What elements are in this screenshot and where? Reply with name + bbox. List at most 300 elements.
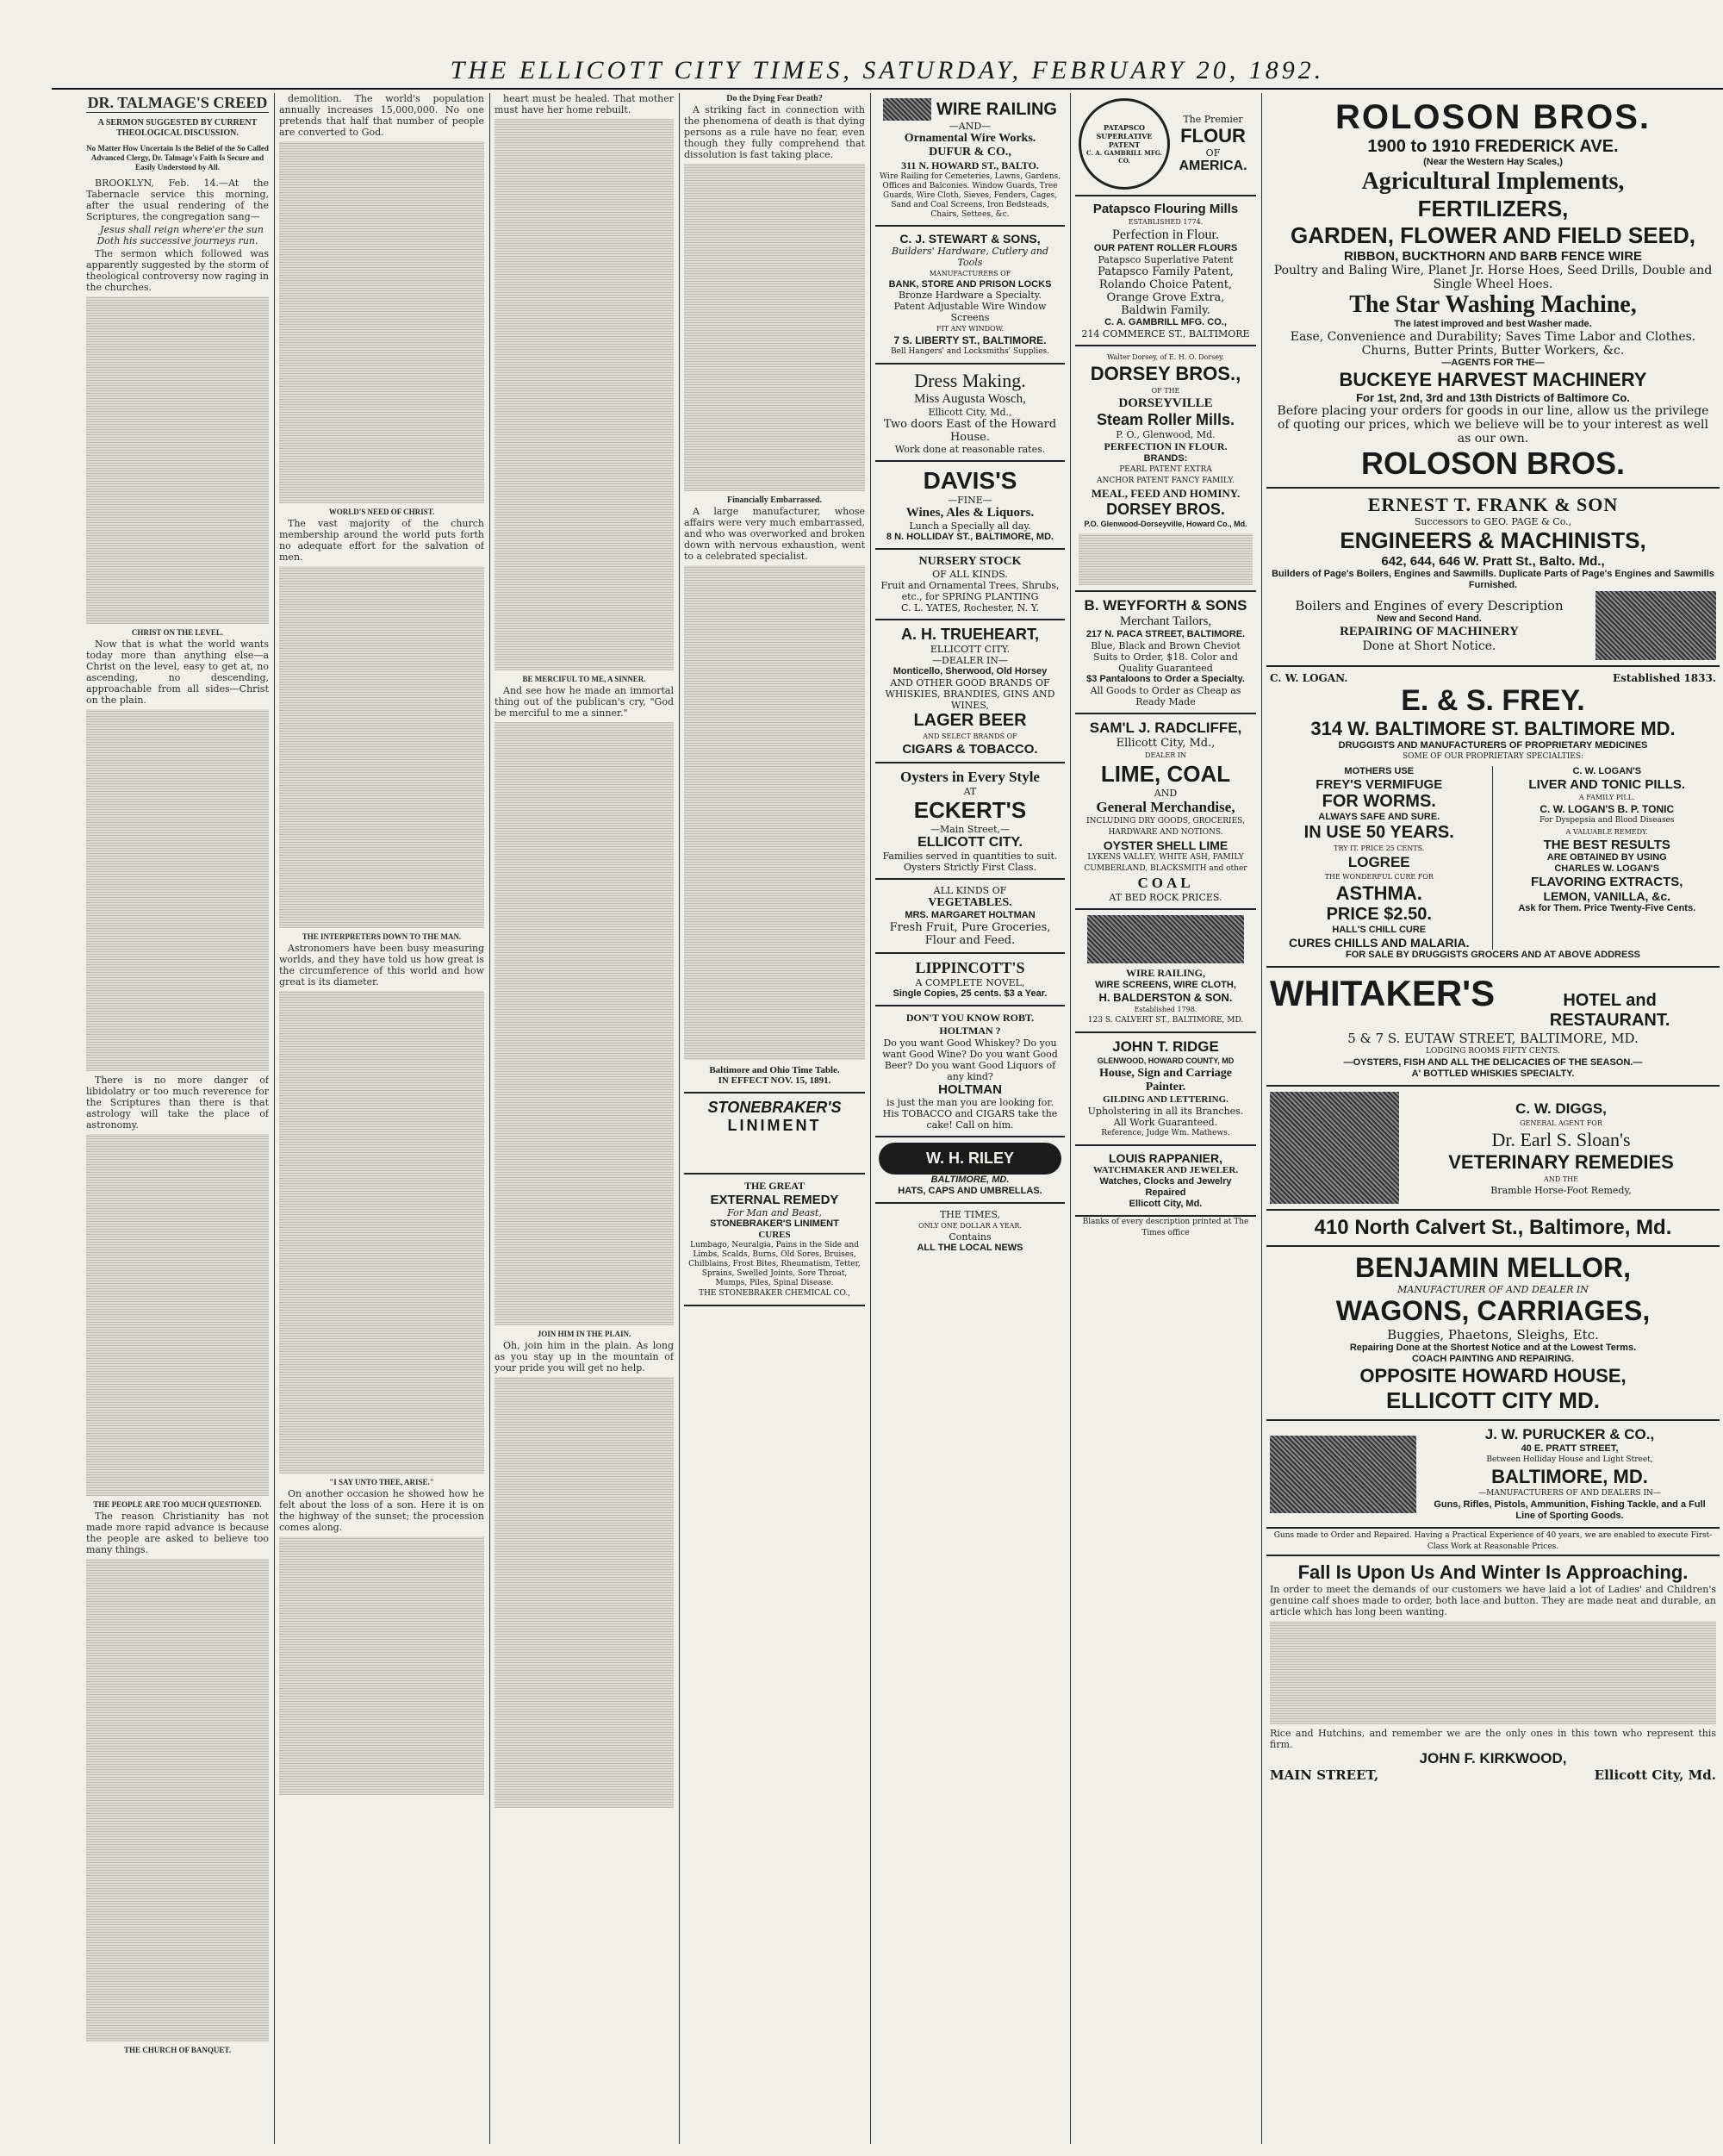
whitaker-title: WHITAKER'S	[1270, 973, 1496, 1013]
timetable-subtitle: IN EFFECT NOV. 15, 1891.	[718, 1075, 831, 1086]
mothers-use: MOTHERS USE	[1344, 766, 1415, 776]
section-heading: CHRIST ON THE LEVEL.	[131, 628, 224, 637]
steam-mills: Steam Roller Mills.	[1096, 411, 1235, 428]
davis-ad	[875, 462, 1065, 550]
family-patent: Patapsco Family Patent,	[1098, 265, 1234, 278]
masthead: THE ELLICOTT CITY TIMES, SATURDAY, FEBRUARY 20, 1892.	[52, 53, 1723, 90]
robt-holtman-ad	[875, 1006, 1065, 1137]
purucker-address: 40 E. PRATT STREET,	[1521, 1443, 1619, 1454]
oyster-shell: OYSTER SHELL LIME	[1103, 838, 1228, 852]
repairing-sub: Done at Short Notice.	[1362, 639, 1496, 653]
star-sub: The latest improved and best Washer made.	[1394, 319, 1592, 329]
flavoring-extracts: FLAVORING EXTRACTS,	[1531, 875, 1683, 889]
perfection: Perfection in Flour.	[1112, 227, 1219, 242]
ribbon: RIBBON, BUCKTHORN AND BARB FENCE WIRE	[1343, 249, 1643, 264]
mills-established: ESTABLISHED 1774.	[1128, 218, 1204, 226]
bottled-whiskies: A' BOTTLED WHISKIES SPECIALTY.	[1411, 1069, 1575, 1079]
america-label: AMERICA.	[1179, 159, 1247, 173]
ease: Ease, Convenience and Durability; Saves Time Labor and Clothes. Churns, Butter Prints, Butter Workers, &c.	[1290, 330, 1696, 358]
article-lead: No Matter How Uncertain Is the Belief of the So Called Advanced Clergy, Dr. Talmage's Faith Is Secure and Easily Understood by All.	[86, 144, 269, 171]
lemon-vanilla: LEMON, VANILLA, &c.	[1543, 889, 1671, 903]
superlative: Patapsco Superlative Patent	[1098, 254, 1234, 265]
section-heading: BE MERCIFUL TO ME, A SINNER.	[522, 675, 646, 683]
horse-illustration	[1270, 1092, 1399, 1204]
ridge-reference: Reference, Judge Wm. Mathews.	[1101, 1129, 1230, 1137]
paragraph: demolition. The world's population annually increases 15,000,000. No one pretends that half that number of people are converted to God.	[279, 93, 484, 138]
column-rule	[489, 93, 490, 2144]
of-label: OF	[1205, 147, 1221, 159]
oysters-title: Oysters in Every Style	[900, 769, 1040, 785]
stewart-manu: MANUFACTURERS OF	[929, 270, 1011, 277]
rolando: Rolando Choice Patent,	[1098, 278, 1233, 291]
davis-sub: Wines, Ales & Liquors.	[905, 506, 1035, 520]
druggists: DRUGGISTS AND MANUFACTURERS OF PROPRIETARY MEDICINES	[1338, 740, 1648, 751]
agricultural: Agricultural Implements,	[1361, 168, 1625, 195]
timetable-title: Baltimore and Ohio Time Table.	[709, 1065, 840, 1075]
column-rule	[870, 93, 871, 2144]
hotel-restaurant: HOTEL and RESTAURANT.	[1549, 991, 1670, 1030]
purucker-name: J. W. PURUCKER & CO.,	[1484, 1426, 1655, 1443]
dont-know: DON'T YOU KNOW ROBT. HOLTMAN ?	[905, 1012, 1035, 1037]
paragraph: And see how he made an immortal thing out of the publican's cry, "God be merciful to me a sinner."	[495, 685, 674, 719]
davis-lunch: Lunch a Specially all day.	[909, 520, 1031, 532]
stewart-name: C. J. STEWART & SONS,	[899, 232, 1041, 246]
paragraph: The sermon which followed was apparently suggested by the storm of theological controversy now raging in the churches.	[86, 248, 269, 293]
wire-railing: WIRE RAILING,	[1125, 967, 1205, 979]
diggs-ad	[1266, 1087, 1720, 1211]
liniment-title: LINIMENT	[727, 1117, 822, 1134]
riley-city: BALTIMORE, MD.	[930, 1175, 1010, 1185]
dorsey-pearl: PEARL PATENT EXTRA	[1119, 465, 1212, 474]
garden-seed: GARDEN, FLOWER AND FIELD SEED,	[1291, 222, 1695, 248]
article-subtitle: A SERMON SUGGESTED BY CURRENT THEOLOGICAL DISCUSSION.	[97, 118, 258, 138]
nursery-name: C. L. YATES, Rochester, N. Y.	[900, 602, 1040, 614]
paragraph: There is no more danger of libidolatry or too much reverence for the Scriptures than there is that astrology will take the place of astronomy.	[86, 1075, 269, 1131]
cigars: CIGARS & TOBACCO.	[902, 742, 1038, 757]
section-heading: THE CHURCH OF BANQUET.	[123, 2046, 231, 2054]
wire-company: DUFUR & CO.,	[929, 146, 1011, 159]
body-text-block	[86, 1134, 269, 1496]
column-8	[1266, 93, 1720, 2144]
valuable-remedy: A VALUABLE REMEDY.	[1565, 828, 1648, 836]
radcliffe-city: Ellicott City, Md.,	[1116, 737, 1216, 750]
riley-ad	[875, 1137, 1065, 1204]
buckeye: BUCKEYE HARVEST MACHINERY	[1339, 369, 1647, 390]
kirkwood-ad	[1266, 1556, 1720, 1788]
kirkwood-city: Ellicott City, Md.	[1594, 1767, 1716, 1783]
rappanier-name: LOUIS RAPPANIER,	[1109, 1151, 1222, 1165]
frey-title: E. & S. FREY.	[1401, 684, 1585, 717]
frank-ad	[1266, 489, 1720, 667]
blanks-note: Blanks of every description printed at The Times office	[1082, 1218, 1249, 1237]
fall-body: In order to meet the demands of our customers we have laid a lot of Ladies' and Children's genuine calf shoes made to order, both lace and button. They are made neat and durable, an article which has long been wanting.	[1270, 1584, 1716, 1617]
premier-label: The Premier	[1183, 114, 1243, 125]
remedy-company: THE STONEBRAKER CHEMICAL CO.,	[699, 1289, 850, 1298]
purucker-between: Between Holliday House and Light Street,	[1486, 1455, 1653, 1464]
vermifuge: FREY'S VERMIFUGE	[1316, 777, 1443, 792]
guns: Guns, Rifles, Pistols, Ammunition, Fishing Tackle, and a Full Line of Sporting Goods.	[1434, 1499, 1706, 1521]
body-text-block	[495, 722, 674, 1325]
paragraph: The reason Christianity has not made more rapid advance is because the people are asked to believe too many things.	[86, 1511, 269, 1555]
eckert-ad	[875, 763, 1065, 880]
lager-sub: AND SELECT BRANDS OF	[923, 732, 1017, 740]
engineers: ENGINEERS & MACHINISTS,	[1340, 527, 1646, 553]
patapsco-mills-ad	[1075, 196, 1256, 346]
eckert-name: ECKERT'S	[913, 797, 1027, 823]
remedy-name: STONEBRAKER'S LINIMENT	[710, 1218, 839, 1229]
body-text-block	[495, 119, 674, 670]
times-title: THE TIMES,	[939, 1209, 1001, 1220]
oysters-at: AT	[963, 786, 977, 797]
holtman-body: Fresh Fruit, Pure Groceries, Flour and Feed.	[889, 921, 1051, 947]
paragraph: Now that is what the world wants today more than anything else—a Christ on the level, easy to get at, no ascending, no descending, approachable from all sides—Christ on the plain.	[86, 639, 269, 706]
holtman-name: MRS. MARGARET HOLTMAN	[905, 910, 1036, 920]
nursery-body: Fruit and Ornamental Trees, Shrubs, etc., for SPRING PLANTING	[880, 580, 1060, 602]
frey-ad	[1266, 667, 1720, 968]
liver-logan: C. W. LOGAN'S	[1572, 766, 1642, 776]
diggs-name: C. W. DIGGS,	[1515, 1100, 1607, 1117]
section-heading: WORLD'S NEED OF CHRIST.	[328, 508, 435, 516]
and-the: AND THE	[1544, 1175, 1578, 1183]
column-3	[495, 93, 674, 2144]
section-heading: JOIN HIM IN THE PLAIN.	[537, 1330, 631, 1338]
times-ad	[875, 1204, 1065, 1259]
paragraph: Astronomers have been busy measuring worlds, and they have told us how great is the circumference of this world and how great is its diameter.	[279, 943, 484, 988]
stewart-ad	[875, 227, 1065, 365]
ridge-upholstering: Upholstering in all its Branches.	[1087, 1106, 1244, 1117]
dorsey-of: OF THE	[1151, 387, 1180, 395]
patapsco-seal-icon	[1079, 98, 1170, 190]
fall-title: Fall Is Upon Us And Winter Is Approaching.	[1297, 1561, 1689, 1583]
boilers: Boilers and Engines of every Description	[1295, 598, 1564, 614]
wire-and: —AND—	[949, 121, 992, 132]
oysters-fish: —OYSTERS, FISH AND ALL THE DELICACIES OF THE SEASON.—	[1343, 1057, 1643, 1068]
dorsey-title-2: DORSEY BROS.	[1106, 501, 1225, 518]
dress-title: Dress Making.	[914, 370, 1026, 391]
radcliffe-dealer: DEALER IN	[1145, 751, 1186, 759]
calvert-address: 410 North Calvert St., Baltimore, Md.	[1314, 1216, 1672, 1239]
fall-product-list	[1270, 1621, 1716, 1724]
ellicott-city: ELLICOTT CITY MD.	[1386, 1387, 1600, 1413]
weyforth-sub: Merchant Tailors,	[1119, 614, 1212, 628]
mellor-name: BENJAMIN MELLOR,	[1355, 1252, 1631, 1283]
dress-work: Work done at reasonable rates.	[894, 444, 1046, 455]
dorsey-ad	[1075, 346, 1256, 592]
column-rule	[679, 93, 680, 2144]
section-heading: THE PEOPLE ARE TOO MUCH QUESTIONED.	[93, 1500, 262, 1509]
family-pill: A FAMILY PILL.	[1578, 794, 1635, 801]
davis-address: 8 N. HOLLIDAY ST., BALTIMORE, MD.	[886, 532, 1054, 542]
ask-for-them: Ask for Them. Price Twenty-Five Cents.	[1518, 903, 1696, 913]
specialties: SOME OF OUR PROPRIETARY SPECIALTIES:	[1402, 752, 1584, 761]
rappanier-city: Ellicott City, Md.	[1129, 1199, 1203, 1209]
lykens: LYKENS VALLEY, WHITE ASH, FAMILY CUMBERLAND, BLACKSMITH and other	[1084, 853, 1247, 873]
paragraph: Oh, join him in the plain. As long as you stay up in the mountain of your pride you will get no help.	[495, 1340, 674, 1374]
weyforth-pants: $3 Pantaloons to Order a Specialty.	[1086, 674, 1245, 684]
frank-builders: Builders of Page's Boilers, Engines and Sawmills. Duplicate Parts of Page's Engines and Sawmills Furnished.	[1272, 569, 1714, 590]
mellor-ad	[1266, 1247, 1720, 1421]
patent-roller: OUR PATENT ROLLER FLOURS	[1093, 243, 1238, 253]
dress-place: Ellicott City, Md.,	[928, 407, 1012, 418]
radcliffe-goods: INCLUDING DRY GOODS, GROCERIES, HARDWARE AND NOTIONS.	[1086, 817, 1245, 837]
paragraph: A large manufacturer, whose affairs were very much embarrassed, and who was overworked and broken down with nervous exhaustion, went to a celebrated specialist.	[684, 506, 865, 562]
ridge-sub: House, Sign and Carriage Painter.	[1098, 1067, 1232, 1094]
flavoring-logan: CHARLES W. LOGAN'S	[1554, 863, 1660, 874]
body-text-block	[279, 566, 484, 928]
repairing: REPAIRING OF MACHINERY	[1340, 625, 1519, 639]
stonebraker-brand: STONEBRAKER'S	[707, 1099, 842, 1116]
trueheart-city: ELLICOTT CITY.	[930, 644, 1011, 655]
rappanier-sub: WATCHMAKER AND JEWELER.	[1092, 1165, 1239, 1175]
trueheart-body: AND OTHER GOOD BRANDS OF WHISKIES, BRANDIES, GINS AND WINES,	[885, 677, 1055, 711]
body-text-block	[86, 709, 269, 1071]
eckert-main: —Main Street,—	[930, 824, 1011, 835]
nursery-title: NURSERY STOCK	[918, 555, 1022, 568]
buggies: Buggies, Phaetons, Sleighs, Etc.	[1387, 1327, 1599, 1343]
roloson-address: 1900 to 1910 FREDERICK AVE.	[1367, 137, 1619, 156]
davis-fine: —FINE—	[948, 495, 992, 506]
wire-screens: WIRE SCREENS, WIRE CLOTH,	[1095, 980, 1236, 990]
bp-tonic: C. W. LOGAN'S B. P. TONIC	[1540, 803, 1675, 815]
dorsey-po-2: P.O. Glenwood-Dorseyville, Howard Co., Md.	[1084, 520, 1247, 528]
best-results: THE BEST RESULTS	[1543, 838, 1670, 852]
nursery-sub: OF ALL KINDS.	[932, 569, 1008, 580]
logan-label: C. W. LOGAN.	[1270, 672, 1348, 684]
roloson-near: (Near the Western Hay Scales,)	[1423, 157, 1563, 167]
times-news: ALL THE LOCAL NEWS	[917, 1243, 1023, 1253]
stewart-locks: BANK, STORE AND PRISON LOCKS	[888, 279, 1052, 290]
for-worms: FOR WORMS.	[1322, 792, 1436, 811]
try-it: TRY IT. PRICE 25 CENTS.	[1334, 844, 1425, 852]
mellor-repairing: Repairing Done at the Shortest Notice and at the Lowest Terms.	[1349, 1343, 1637, 1353]
ridge-address: GLENWOOD, HOWARD COUNTY, MD	[1097, 1056, 1235, 1065]
stewart-sub: Builders' Hardware, Cutlery and Tools	[892, 246, 1048, 268]
dorsey-perfection: PERFECTION IN FLOUR.	[1104, 440, 1228, 452]
purucker-ad	[1266, 1421, 1720, 1529]
body-text-block	[279, 1536, 484, 1795]
body-text-block	[279, 141, 484, 503]
remedy-body: Lumbago, Neuralgia, Pains in the Side and Limbs, Scalds, Burns, Old Sores, Bruises, Chilblains, Frost Bites, Rheumatism, Tetter, Sprains, Swelled Joints, Sore Throat, Mumps, Piles, Spinal Disease.	[688, 1241, 861, 1287]
vegetables: VEGETABLES.	[928, 896, 1012, 909]
times-price: ONLY ONE DOLLAR A YEAR.	[918, 1222, 1022, 1230]
weyforth-ad	[1075, 592, 1256, 714]
davis-name: DAVIS'S	[923, 467, 1017, 494]
wire-address: 311 N. HOWARD ST., BALTO.	[901, 159, 1039, 171]
article-title: DR. TALMAGE'S CREED	[87, 94, 268, 111]
dorsey-brands: BRANDS:	[1143, 453, 1188, 464]
logree: LOGREE	[1347, 854, 1410, 870]
dress-location: Two doors East of the Howard House.	[883, 418, 1057, 444]
trueheart-ad	[875, 620, 1065, 763]
column-rule	[1070, 93, 1071, 2144]
roloson-ad	[1266, 93, 1720, 489]
frank-address: 642, 644, 646 W. Pratt St., Balto. Md.,	[1381, 554, 1605, 569]
dress-name: Miss Augusta Wosch,	[914, 392, 1026, 406]
always-safe: ALWAYS SAFE AND SURE.	[1318, 812, 1440, 822]
column-rule	[1261, 93, 1262, 2144]
paragraph: On another occasion he showed how he felt about the loss of a son. Here it is on the highway of the sunset; the procession comes along.	[279, 1488, 484, 1533]
wire-railing-ad	[875, 93, 1065, 227]
ridge-work: All Work Guaranteed.	[1113, 1117, 1218, 1128]
body-text-block	[495, 1377, 674, 1808]
veterinary: VETERINARY REMEDIES	[1448, 1150, 1674, 1173]
bramble: Bramble Horse-Foot Remedy,	[1490, 1184, 1632, 1196]
eckert-city: ELLICOTT CITY.	[917, 835, 1023, 850]
veg-all: ALL KINDS OF	[933, 885, 1007, 896]
wonderful-cure: THE WONDERFUL CURE FOR	[1324, 873, 1434, 881]
dorsey-title: DORSEY BROS.,	[1090, 363, 1241, 384]
halls-chill: HALL'S CHILL CURE	[1332, 925, 1427, 935]
stewart-patent: Patent Adjustable Wire Window Screens	[893, 301, 1047, 323]
mills-title: Patapsco Flouring Mills	[1092, 202, 1239, 216]
fence-icon	[1087, 915, 1244, 963]
flour-label: FLOUR	[1180, 125, 1246, 146]
fertilizers: FERTILIZERS,	[1417, 196, 1569, 221]
dorsey-names: Walter Dorsey, of E. H. O. Dorsey.	[1107, 353, 1224, 361]
roloson-title-2: ROLOSON BROS.	[1360, 446, 1626, 481]
balderston-ad	[1075, 910, 1256, 1033]
gambrill-address: 214 COMMERCE ST., BALTIMORE	[1081, 328, 1250, 340]
dorsey-meal: MEAL, FEED AND HOMINY.	[1091, 487, 1241, 500]
fence-icon	[883, 98, 931, 121]
frank-successors: Successors to GEO. PAGE & Co.,	[1414, 516, 1572, 527]
sloan: Dr. Earl S. Sloan's	[1491, 1128, 1631, 1150]
calvert-ad	[1266, 1211, 1720, 1247]
holtman-title: HOLTMAN	[938, 1082, 1002, 1097]
rice-hutchins: Rice and Hutchins, and remember we are the only ones in this town who represent this firm.	[1270, 1728, 1716, 1750]
kirkwood-street: MAIN STREET,	[1270, 1767, 1379, 1783]
gambrill-name: C. A. GAMBRILL MFG. CO.,	[1104, 317, 1227, 327]
lodging: LODGING ROOMS FIFTY CENTS.	[1426, 1047, 1560, 1056]
article-title: Do the Dying Fear Death?	[726, 94, 823, 103]
balderston-address: 123 S. CALVERT ST., BALTIMORE, MD.	[1087, 1016, 1244, 1025]
balderston-established: Established 1798.	[1134, 1006, 1197, 1013]
cures-chills: CURES CHILLS AND MALARIA.	[1289, 936, 1470, 950]
ridge-gild: GILDING AND LETTERING.	[1103, 1094, 1228, 1105]
roloson-title: ROLOSON BROS.	[1334, 98, 1651, 136]
rifle-illustration	[1270, 1436, 1416, 1513]
opposite: OPPOSITE HOWARD HOUSE,	[1359, 1365, 1627, 1386]
column-6	[875, 93, 1065, 2144]
column-1	[86, 93, 269, 2144]
rappanier-ad	[1075, 1146, 1256, 1217]
guns-made: Guns made to Order and Repaired. Having a Practical Experience of 40 years, we are enabled to execute First-Class Work at Reasonable Prices.	[1266, 1529, 1720, 1556]
rappanier-watches: Watches, Clocks and Jewelry Repaired	[1099, 1176, 1232, 1198]
dorsey-po: P. O., Glenwood, Md.	[1116, 429, 1216, 440]
frey-address: 314 W. BALTIMORE ST. BALTIMORE MD.	[1310, 718, 1676, 739]
tonic-sub: For Dyspepsia and Blood Diseases	[1539, 816, 1675, 825]
wagons: WAGONS, CARRIAGES,	[1335, 1295, 1651, 1326]
coach-painting: COACH PAINTING AND REPAIRING.	[1411, 1354, 1575, 1364]
baldwin: Baldwin Family.	[1121, 304, 1210, 317]
times-contains: Contains	[949, 1231, 992, 1243]
wire-subtitle: Ornamental Wire Works.	[904, 132, 1036, 145]
column-2	[279, 93, 484, 2144]
remedy-for: For Man and Beast,	[727, 1207, 822, 1218]
riley-sub: HATS, CAPS AND UMBRELLAS.	[898, 1186, 1042, 1196]
fifty-years: IN USE 50 YEARS.	[1303, 823, 1454, 842]
weyforth-address: 217 N. PACA STREET, BALTIMORE.	[1085, 629, 1246, 639]
remedy-title: EXTERNAL REMEDY	[710, 1193, 839, 1207]
for-sale: FOR SALE BY DRUGGISTS GROCERS AND AT ABOVE ADDRESS	[1345, 950, 1641, 960]
whitaker-ad	[1266, 968, 1720, 1087]
section-heading: THE INTERPRETERS DOWN TO THE MAN.	[302, 932, 462, 941]
remedy-heading: THE GREAT	[743, 1180, 806, 1192]
kirkwood-name: JOHN F. KIRKWOOD,	[1419, 1750, 1567, 1767]
body-text-block	[86, 296, 269, 624]
weyforth-body: Blue, Black and Brown Cheviot Suits to Order, $18. Color and Quality Guaranteed	[1091, 640, 1241, 674]
dont-body: Do you want Good Whiskey? Do you want Good Wine? Do you want Good Beer? Do you want Good Liquors of any kind?	[882, 1037, 1058, 1082]
radcliffe-ad	[1075, 714, 1256, 910]
dorsey-anchor: ANCHOR PATENT FANCY FAMILY.	[1097, 477, 1235, 485]
trueheart-brands: Monticello, Sherwood, Old Horsey	[893, 666, 1048, 676]
article-title: Financially Embarrassed.	[726, 495, 822, 505]
paragraph: A striking fact in connection with the phenomena of death is that dying persons as a rule have no fear, even though they fully comprehend that dissolution is fast taking place.	[684, 104, 865, 160]
asthma: ASTHMA.	[1335, 882, 1422, 904]
weyforth-goods: All Goods to Order as Cheap as Ready Made	[1090, 685, 1241, 707]
stewart-bronze: Bronze Hardware a Specialty.	[898, 290, 1042, 301]
dorsey-agents-list	[1079, 533, 1253, 585]
ridge-name: JOHN T. RIDGE	[1112, 1038, 1219, 1055]
whitaker-address: 5 & 7 S. EUTAW STREET, BALTIMORE, MD.	[1347, 1031, 1639, 1046]
obtained: ARE OBTAINED BY USING	[1546, 852, 1667, 863]
and-label: AND	[1154, 788, 1178, 799]
purucker-baltimore: BALTIMORE, MD.	[1491, 1466, 1648, 1487]
diggs-agent: GENERAL AGENT FOR	[1520, 1119, 1602, 1127]
lippincott-price: Single Copies, 25 cents. $3 a Year.	[893, 988, 1048, 999]
column-5	[684, 93, 865, 2144]
rock-prices: AT BED ROCK PRICES.	[1109, 892, 1222, 903]
paragraph: The vast majority of the church membership around the world puts forth no adequate effort for the salvation of men.	[279, 518, 484, 563]
poultry: Poultry and Baling Wire, Planet Jr. Horse Hoes, Seed Drills, Double and Single Wheel Hoes.	[1273, 264, 1713, 291]
balderston-name: H. BALDERSTON & SON.	[1098, 991, 1233, 1004]
liver-pills: LIVER AND TONIC PILLS.	[1528, 777, 1686, 792]
lime-coal: LIME, COAL	[1100, 761, 1231, 787]
buckeye-sub: For 1st, 2nd, 3rd and 13th Districts of Baltimore Co.	[1356, 391, 1630, 404]
trueheart-name: A. H. TRUEHEART,	[900, 626, 1039, 643]
dorseyville: DORSEYVILLE	[1118, 396, 1213, 410]
paragraph: BROOKLYN, Feb. 14.—At the Tabernacle service this morning, after the usual rendering of the Scriptures, the congregation sang—	[86, 178, 269, 222]
holtman2-body: is just the man you are looking for. His TOBACCO and CIGARS take the cake! Call on him.	[882, 1097, 1058, 1131]
riley-name: W. H. RILEY	[925, 1150, 1014, 1167]
agents: —AGENTS FOR THE—	[1441, 358, 1545, 368]
established-label: Established 1833.	[1613, 672, 1716, 684]
column-rule	[274, 93, 275, 2144]
lippincott-title: LIPPINCOTT'S	[915, 959, 1025, 976]
trueheart-dealer: —DEALER IN—	[932, 655, 1008, 666]
lippincott-ad	[875, 954, 1065, 1006]
before-placing: Before placing your orders for goods in our line, allow us the privilege of quoting our prices, which we believe will be to your interest as well as our own.	[1277, 404, 1709, 446]
stewart-address: 7 S. LIBERTY ST., BALTIMORE.	[893, 334, 1047, 346]
purucker-manu: —MANUFACTURERS OF AND DEALERS IN—	[1478, 1489, 1661, 1498]
orange-grove: Orange Grove Extra,	[1106, 291, 1225, 304]
body-text-block	[86, 1559, 269, 2041]
eckert-body: Families served in quantities to suit. Oysters Strictly First Class.	[882, 851, 1058, 873]
radcliffe-name: SAM'L J. RADCLIFFE,	[1089, 720, 1242, 736]
section-heading: "I SAY UNTO THEE, ARISE."	[329, 1478, 434, 1486]
lippincott-novel: A COMPLETE NOVEL,	[915, 977, 1025, 988]
seal-text: PATAPSCO SUPERLATIVE PATENT	[1096, 123, 1153, 149]
asthma-price: PRICE $2.50.	[1326, 905, 1432, 924]
stewart-bell: Bell Hangers' and Locksmiths' Supplies.	[890, 347, 1050, 356]
column-7	[1075, 93, 1256, 2144]
coal-label: COAL	[1137, 875, 1194, 891]
paragraph: heart must be healed. That mother must have her home rebuilt.	[495, 93, 674, 115]
dress-making-ad	[875, 365, 1065, 462]
body-text-block	[279, 991, 484, 1474]
stewart-fit: FIT ANY WINDOW.	[936, 325, 1004, 333]
ridge-ad	[1075, 1033, 1256, 1146]
